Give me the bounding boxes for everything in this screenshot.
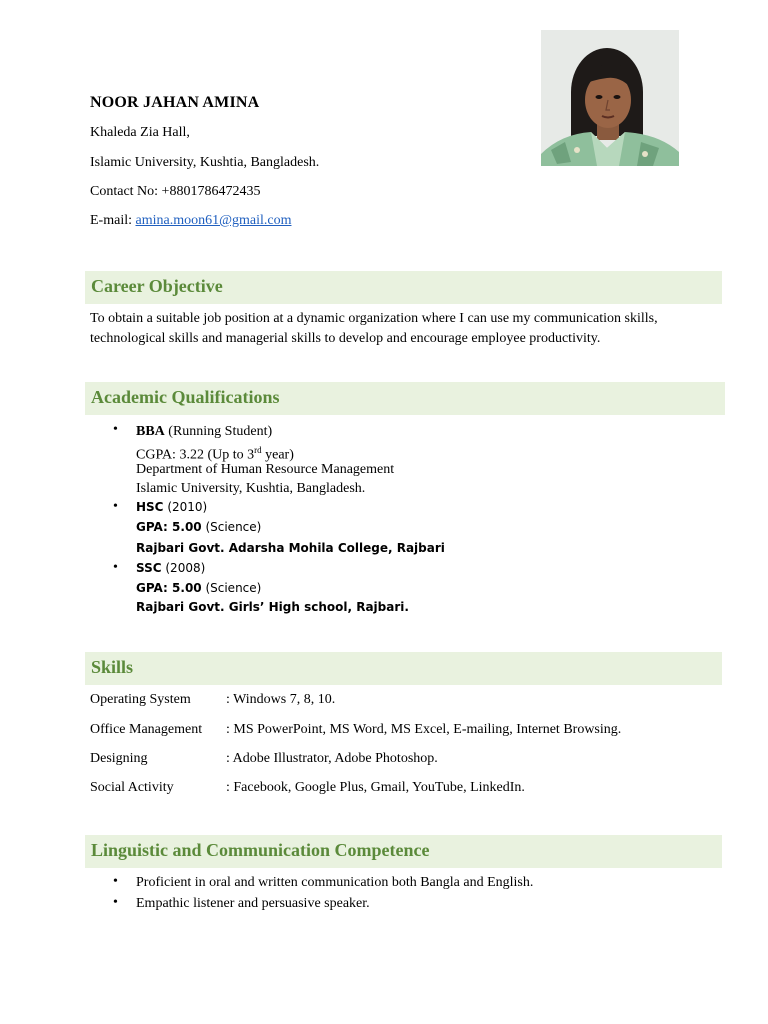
ssc-gpa — [136, 578, 261, 598]
section-title: Skills — [91, 657, 134, 677]
hsc-heading — [136, 497, 207, 517]
linguistic-header — [85, 835, 722, 868]
bba-heading — [136, 422, 272, 441]
portrait-image — [541, 30, 679, 166]
ssc-gpa-label: GPA: 5.00 — [136, 581, 202, 595]
ssc-institution: Rajbari Govt. Girls’ High school, Rajbari. — [136, 600, 409, 614]
skill-value: : Adobe Illustrator, Adobe Photoshop. — [226, 751, 438, 766]
section-title: Academic Qualifications — [91, 387, 280, 407]
bba-degree: BBA — [136, 424, 165, 439]
applicant-name: NOOR JAHAN AMINA — [90, 94, 260, 111]
profile-photo — [541, 30, 679, 166]
hsc-year: (2010) — [163, 500, 208, 514]
ssc-degree: SSC — [136, 561, 162, 575]
career-objective-line-2: technological skills and managerial skills to develop and encourage employee productivity. — [90, 331, 601, 346]
linguistic-item: Empathic listener and persuasive speaker. — [136, 896, 370, 911]
skill-value: : MS PowerPoint, MS Word, MS Excel, E-mailing, Internet Browsing. — [226, 722, 622, 737]
bullet-icon: • — [113, 874, 118, 889]
bullet-icon: • — [113, 499, 118, 514]
bba-status: (Running Student) — [164, 424, 273, 439]
bba-department: Department of Human Resource Management — [136, 462, 395, 477]
skills-header — [85, 652, 722, 685]
bba-cgpa-suffix: year) — [261, 447, 294, 463]
hsc-gpa-label: GPA: 5.00 — [136, 520, 202, 534]
skill-value: : Windows 7, 8, 10. — [226, 692, 336, 707]
academic-qualifications-header — [85, 382, 725, 415]
email-label: E-mail: — [90, 213, 136, 228]
ssc-gpa-group: (Science) — [201, 581, 262, 595]
bba-cgpa-prefix: CGPA: 3.22 (Up to 3 — [136, 447, 255, 463]
email-link[interactable]: amina.moon61@gmail.com — [135, 213, 292, 228]
skill-label: Designing — [90, 751, 148, 766]
skill-label: Operating System — [90, 692, 191, 707]
hsc-institution: Rajbari Govt. Adarsha Mohila College, Rajbari — [136, 541, 445, 555]
contact-number: Contact No: +8801786472435 — [90, 184, 261, 199]
address-line-2: Islamic University, Kushtia, Bangladesh. — [90, 155, 320, 170]
skill-label: Office Management — [90, 722, 203, 737]
hsc-degree: HSC — [136, 500, 164, 514]
ssc-year: (2008) — [161, 561, 206, 575]
linguistic-item: Proficient in oral and written communication both Bangla and English. — [136, 875, 534, 890]
career-objective-line-1: To obtain a suitable job position at a dynamic organization where I can use my communication skills, — [90, 311, 658, 326]
bba-cgpa-sup: rd — [254, 445, 262, 455]
hsc-gpa-group: (Science) — [201, 520, 262, 534]
bullet-icon: • — [113, 560, 118, 575]
bba-institution: Islamic University, Kushtia, Bangladesh. — [136, 481, 366, 496]
ssc-heading — [136, 558, 205, 578]
address-line-1: Khaleda Zia Hall, — [90, 125, 190, 140]
skill-value: : Facebook, Google Plus, Gmail, YouTube, LinkedIn. — [226, 780, 525, 795]
bullet-icon: • — [113, 895, 118, 910]
career-objective-header — [85, 271, 722, 304]
email-line — [90, 213, 291, 229]
section-title: Career Objective — [91, 276, 223, 296]
bullet-icon: • — [113, 422, 118, 437]
hsc-gpa — [136, 517, 261, 537]
skill-label: Social Activity — [90, 780, 174, 795]
section-title: Linguistic and Communication Competence — [91, 840, 430, 860]
